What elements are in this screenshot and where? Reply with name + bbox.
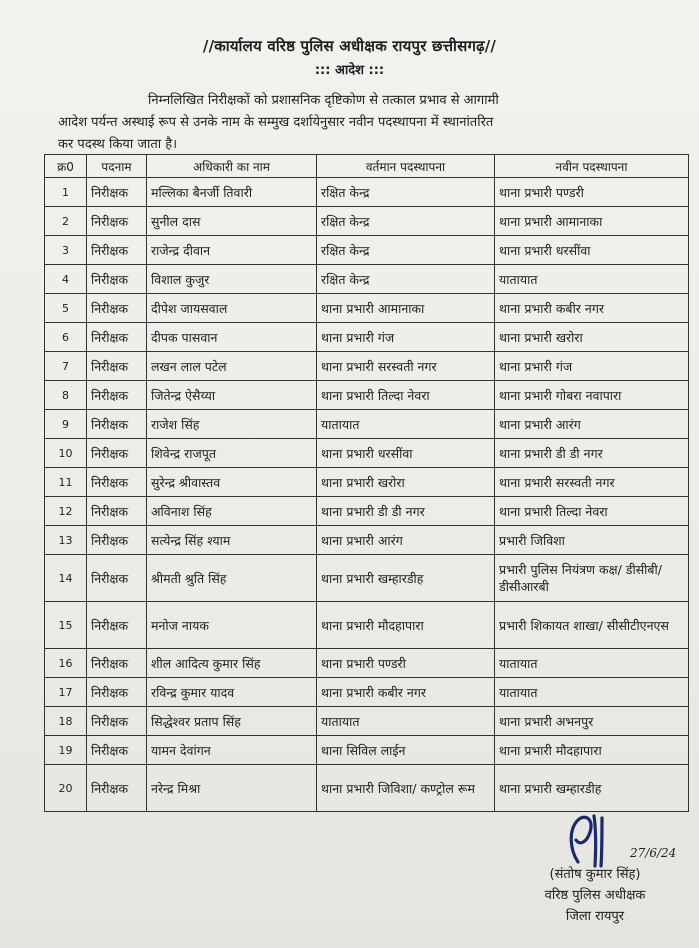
cell-current-posting: थाना प्रभारी जिविशा/ कण्ट्रोल रूम	[317, 765, 495, 812]
cell-serial: 2	[45, 207, 87, 236]
handwritten-signature	[560, 810, 630, 870]
cell-serial: 14	[45, 555, 87, 602]
cell-rank: निरीक्षक	[87, 410, 147, 439]
cell-officer-name: जितेन्द्र ऐसैय्या	[147, 381, 317, 410]
cell-rank: निरीक्षक	[87, 265, 147, 294]
cell-rank: निरीक्षक	[87, 736, 147, 765]
table-row	[45, 765, 689, 812]
signatory-block	[510, 864, 680, 927]
table-row	[45, 236, 689, 265]
cell-serial: 15	[45, 602, 87, 649]
header-rank: पदनाम	[87, 155, 147, 178]
cell-officer-name: शिवेन्द्र राजपूत	[147, 439, 317, 468]
cell-new-posting: यातायात	[495, 649, 689, 678]
table-body	[45, 178, 689, 812]
table-row	[45, 323, 689, 352]
header-current-posting: वर्तमान पदस्थापना	[317, 155, 495, 178]
cell-current-posting: रक्षित केन्द्र	[317, 178, 495, 207]
table-row	[45, 265, 689, 294]
cell-current-posting: थाना प्रभारी कबीर नगर	[317, 678, 495, 707]
cell-officer-name: रविन्द्र कुमार यादव	[147, 678, 317, 707]
table-row	[45, 736, 689, 765]
header-new-posting: नवीन पदस्थापना	[495, 155, 689, 178]
office-title: //कार्यालय वरिष्ठ पुलिस अधीक्षक रायपुर छत्तीसगढ़//	[202, 37, 497, 55]
cell-officer-name: यामन देवांगन	[147, 736, 317, 765]
cell-rank: निरीक्षक	[87, 178, 147, 207]
cell-rank: निरीक्षक	[87, 323, 147, 352]
cell-rank: निरीक्षक	[87, 468, 147, 497]
cell-serial: 18	[45, 707, 87, 736]
intro-line-1: निम्नलिखित निरीक्षकों को प्रशासनिक दृष्टिकोण से तत्काल प्रभाव से आगामी	[148, 93, 499, 108]
cell-rank: निरीक्षक	[87, 649, 147, 678]
cell-rank: निरीक्षक	[87, 602, 147, 649]
cell-officer-name: विशाल कुजुर	[147, 265, 317, 294]
signature-date: 27/6/24	[630, 846, 677, 860]
cell-serial: 6	[45, 323, 87, 352]
cell-current-posting: थाना प्रभारी खम्हारडीह	[317, 555, 495, 602]
intro-line-3: कर पदस्थ किया जाता है।	[58, 137, 178, 152]
cell-current-posting: थाना प्रभारी मौदहापारा	[317, 602, 495, 649]
cell-serial: 13	[45, 526, 87, 555]
cell-rank: निरीक्षक	[87, 236, 147, 265]
signatory-designation: वरिष्ठ पुलिस अधीक्षक	[544, 888, 646, 903]
cell-new-posting: थाना प्रभारी आरंग	[495, 410, 689, 439]
cell-rank: निरीक्षक	[87, 555, 147, 602]
signatory-district: जिला रायपुर	[565, 909, 625, 924]
cell-current-posting: थाना प्रभारी सरस्वती नगर	[317, 352, 495, 381]
cell-serial: 11	[45, 468, 87, 497]
cell-new-posting: थाना प्रभारी डी डी नगर	[495, 439, 689, 468]
cell-current-posting: रक्षित केन्द्र	[317, 236, 495, 265]
cell-new-posting: थाना प्रभारी पण्डरी	[495, 178, 689, 207]
cell-officer-name: दीपक पासवान	[147, 323, 317, 352]
cell-rank: निरीक्षक	[87, 526, 147, 555]
transfer-table	[44, 154, 689, 812]
cell-new-posting: प्रभारी पुलिस नियंत्रण कक्ष/ डीसीबी/डीसीआरबी	[495, 555, 689, 602]
cell-serial: 19	[45, 736, 87, 765]
cell-serial: 9	[45, 410, 87, 439]
cell-officer-name: सिद्धेश्वर प्रताप सिंह	[147, 707, 317, 736]
cell-officer-name: श्रीमती श्रुति सिंह	[147, 555, 317, 602]
intro-line-2: आदेश पर्यन्त अस्थाई रूप से उनके नाम के सम्मुख दर्शायेनुसार नवीन पदस्थापना में स्थानांतरित	[58, 115, 494, 130]
table-header-row	[45, 155, 689, 178]
cell-serial: 20	[45, 765, 87, 812]
cell-new-posting: थाना प्रभारी खरोरा	[495, 323, 689, 352]
table-row	[45, 649, 689, 678]
cell-serial: 10	[45, 439, 87, 468]
cell-new-posting: थाना प्रभारी अभनपुर	[495, 707, 689, 736]
cell-officer-name: दीपेश जायसवाल	[147, 294, 317, 323]
order-intro	[58, 90, 658, 156]
table-row	[45, 555, 689, 602]
cell-current-posting: थाना प्रभारी डी डी नगर	[317, 497, 495, 526]
cell-rank: निरीक्षक	[87, 707, 147, 736]
cell-current-posting: थाना प्रभारी आमानाका	[317, 294, 495, 323]
table-row	[45, 602, 689, 649]
cell-serial: 8	[45, 381, 87, 410]
cell-serial: 12	[45, 497, 87, 526]
cell-new-posting: थाना प्रभारी मौदहापारा	[495, 736, 689, 765]
cell-new-posting: थाना प्रभारी गंज	[495, 352, 689, 381]
header-officer-name: अधिकारी का नाम	[147, 155, 317, 178]
cell-current-posting: रक्षित केन्द्र	[317, 207, 495, 236]
cell-serial: 1	[45, 178, 87, 207]
table-row	[45, 678, 689, 707]
cell-new-posting: थाना प्रभारी खम्हारडीह	[495, 765, 689, 812]
cell-current-posting: यातायात	[317, 707, 495, 736]
cell-officer-name: नरेन्द्र मिश्रा	[147, 765, 317, 812]
cell-officer-name: मल्लिका बैनर्जी तिवारी	[147, 178, 317, 207]
cell-serial: 16	[45, 649, 87, 678]
cell-current-posting: थाना प्रभारी खरोरा	[317, 468, 495, 497]
cell-officer-name: राजेश सिंह	[147, 410, 317, 439]
cell-officer-name: मनोज नायक	[147, 602, 317, 649]
cell-rank: निरीक्षक	[87, 207, 147, 236]
cell-rank: निरीक्षक	[87, 352, 147, 381]
table-row	[45, 439, 689, 468]
cell-rank: निरीक्षक	[87, 294, 147, 323]
table-row	[45, 497, 689, 526]
cell-new-posting: थाना प्रभारी धरसींवा	[495, 236, 689, 265]
cell-new-posting: थाना प्रभारी कबीर नगर	[495, 294, 689, 323]
cell-new-posting: प्रभारी शिकायत शाखा/ सीसीटीएनएस	[495, 602, 689, 649]
cell-current-posting: थाना प्रभारी गंज	[317, 323, 495, 352]
cell-new-posting: थाना प्रभारी गोबरा नवापारा	[495, 381, 689, 410]
cell-officer-name: सुरेन्द्र श्रीवास्तव	[147, 468, 317, 497]
table-row	[45, 468, 689, 497]
cell-current-posting: थाना सिविल लाईन	[317, 736, 495, 765]
cell-officer-name: सत्येन्द्र सिंह श्याम	[147, 526, 317, 555]
table-row	[45, 178, 689, 207]
cell-serial: 4	[45, 265, 87, 294]
table-row	[45, 352, 689, 381]
cell-new-posting: थाना प्रभारी सरस्वती नगर	[495, 468, 689, 497]
cell-officer-name: अविनाश सिंह	[147, 497, 317, 526]
cell-current-posting: थाना प्रभारी तिल्दा नेवरा	[317, 381, 495, 410]
cell-rank: निरीक्षक	[87, 497, 147, 526]
cell-serial: 7	[45, 352, 87, 381]
cell-current-posting: थाना प्रभारी पण्डरी	[317, 649, 495, 678]
table-row	[45, 381, 689, 410]
cell-officer-name: सुनील दास	[147, 207, 317, 236]
cell-current-posting: थाना प्रभारी धरसींवा	[317, 439, 495, 468]
signatory-name: (संतोष कुमार सिंह)	[549, 867, 641, 882]
cell-new-posting: प्रभारी जिविशा	[495, 526, 689, 555]
cell-officer-name: राजेन्द्र दीवान	[147, 236, 317, 265]
cell-current-posting: यातायात	[317, 410, 495, 439]
cell-rank: निरीक्षक	[87, 765, 147, 812]
table-row	[45, 294, 689, 323]
table-row	[45, 526, 689, 555]
cell-serial: 17	[45, 678, 87, 707]
table-row	[45, 410, 689, 439]
cell-rank: निरीक्षक	[87, 678, 147, 707]
cell-officer-name: लखन लाल पटेल	[147, 352, 317, 381]
table-row	[45, 707, 689, 736]
cell-new-posting: थाना प्रभारी आमानाका	[495, 207, 689, 236]
cell-new-posting: थाना प्रभारी तिल्दा नेवरा	[495, 497, 689, 526]
order-heading: ::: आदेश :::	[314, 63, 385, 78]
cell-new-posting: यातायात	[495, 265, 689, 294]
cell-rank: निरीक्षक	[87, 381, 147, 410]
cell-rank: निरीक्षक	[87, 439, 147, 468]
header-serial: क्र0	[45, 155, 87, 178]
cell-new-posting: यातायात	[495, 678, 689, 707]
table-row	[45, 207, 689, 236]
cell-current-posting: थाना प्रभारी आरंग	[317, 526, 495, 555]
cell-serial: 5	[45, 294, 87, 323]
cell-officer-name: शील आदित्य कुमार सिंह	[147, 649, 317, 678]
cell-serial: 3	[45, 236, 87, 265]
cell-current-posting: रक्षित केन्द्र	[317, 265, 495, 294]
